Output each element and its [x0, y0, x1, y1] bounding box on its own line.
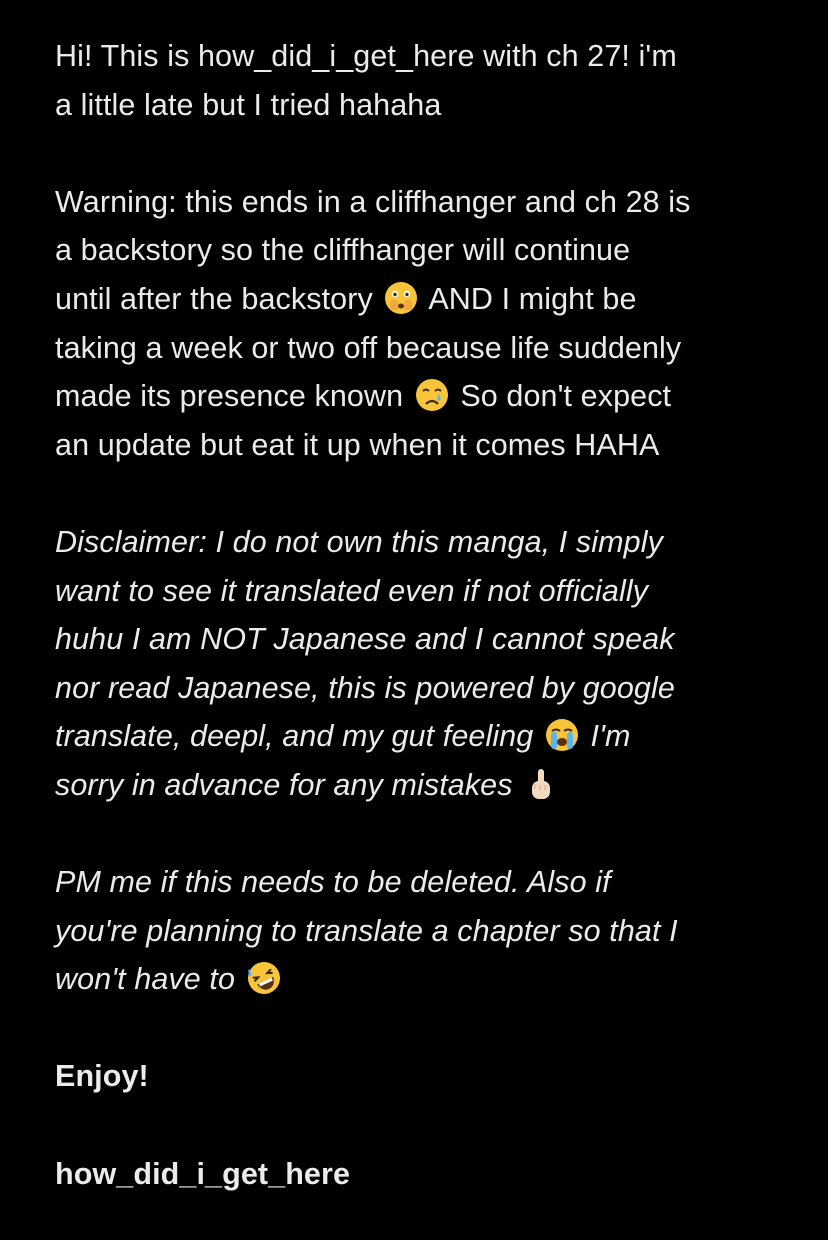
pm-line: PM me if this needs to be deleted. Also if	[55, 865, 611, 900]
disclaimer-text: I'm	[590, 719, 631, 754]
disclaimer-line	[55, 712, 785, 761]
pm-line	[55, 955, 785, 1004]
pm-text: won't have to	[55, 962, 236, 997]
warning-text: AND I might be	[428, 281, 637, 316]
disclaimer-line: Disclaimer: I do not own this manga, I simply	[55, 524, 663, 559]
crying-face-icon	[414, 377, 450, 413]
translator-note	[55, 32, 785, 1198]
intro-line: a little late but I tried hahaha	[55, 87, 442, 122]
pointing-up-hand-icon	[523, 766, 559, 802]
warning-paragraph	[55, 178, 785, 470]
enjoy-paragraph	[55, 1052, 785, 1101]
signature-paragraph	[55, 1150, 785, 1199]
warning-line: a backstory so the cliffhanger will continue	[55, 233, 631, 268]
disclaimer-line	[55, 761, 785, 810]
intro-line: Hi! This is how_did_i_get_here with ch 27! i'm	[55, 39, 677, 73]
rolling-on-floor-laughing-icon	[246, 960, 282, 996]
enjoy-text: Enjoy!	[55, 1059, 149, 1094]
warning-line	[55, 275, 785, 324]
intro-paragraph	[55, 32, 785, 129]
disclaimer-paragraph	[55, 518, 785, 810]
peeking-face-icon	[383, 280, 419, 316]
pm-paragraph	[55, 858, 785, 1004]
warning-text: made its presence known	[55, 379, 404, 414]
warning-line: an update but eat it up when it comes HAHA	[55, 427, 660, 462]
warning-line: Warning: this ends in a cliffhanger and ch 28 is	[55, 184, 691, 219]
disclaimer-text: translate, deepl, and my gut feeling	[55, 719, 534, 754]
disclaimer-line: want to see it translated even if not officially	[55, 573, 649, 608]
disclaimer-line: nor read Japanese, this is powered by google	[55, 670, 675, 705]
disclaimer-line: huhu I am NOT Japanese and I cannot speak	[55, 622, 675, 657]
warning-text: until after the backstory	[55, 281, 373, 316]
disclaimer-text: sorry in advance for any mistakes	[55, 767, 513, 802]
loudly-crying-face-icon	[544, 717, 580, 753]
warning-line	[55, 372, 785, 421]
warning-line: taking a week or two off because life suddenly	[55, 330, 682, 365]
warning-text: So don't expect	[460, 379, 672, 414]
signature-text: how_did_i_get_here	[55, 1156, 351, 1191]
pm-line: you're planning to translate a chapter so that I	[55, 913, 678, 948]
